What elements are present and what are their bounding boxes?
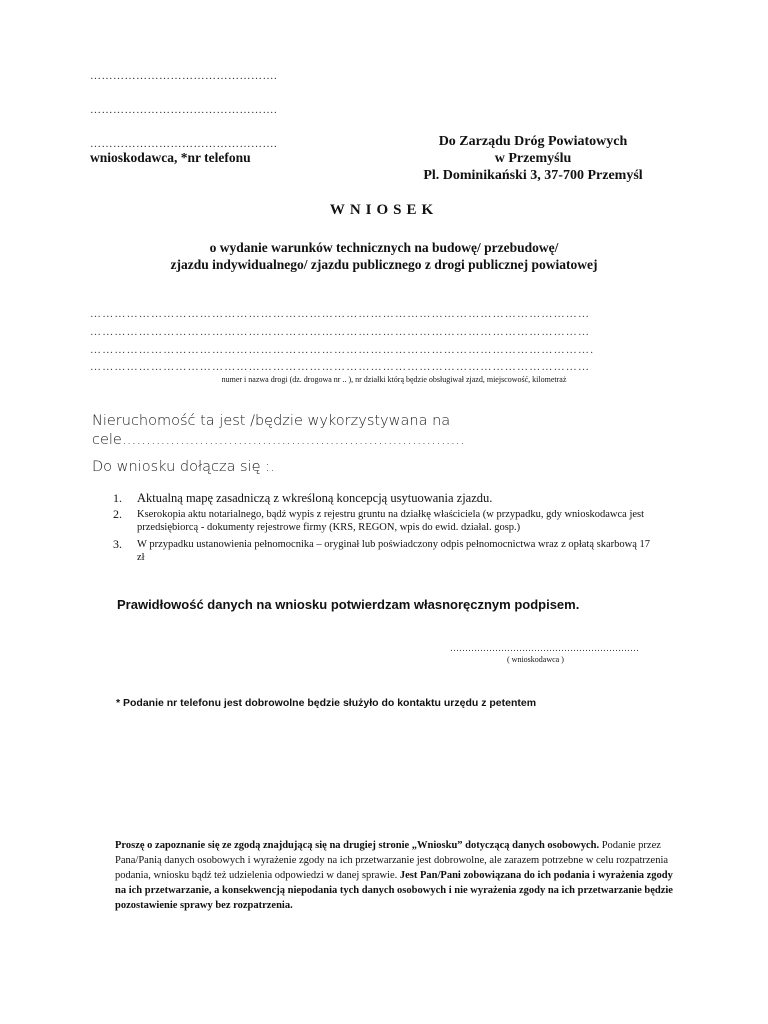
attachment-number-2: 2. bbox=[113, 507, 122, 521]
applicant-dotted-line-1: …………………………………………. bbox=[90, 70, 278, 82]
road-info-dots-4: …………………………………………………………………………………………………………… bbox=[90, 361, 591, 373]
property-line-1: Nieruchomość ta jest /będzie wykorzystywana na bbox=[92, 413, 451, 429]
road-info-dots-2: …………………………………………………………………………………………………………… bbox=[90, 326, 591, 338]
road-info-dots-3: ……………………………………………………………………………………………………………. bbox=[90, 344, 595, 356]
recipient-line-3: Pl. Dominikański 3, 37-700 Przemyśl bbox=[423, 168, 643, 183]
applicant-label: wnioskodawca, *nr telefonu bbox=[90, 150, 251, 165]
road-info-dots-1: …………………………………………………………………………………………………………… bbox=[90, 308, 591, 320]
applicant-dotted-line-2: …………………………………………. bbox=[90, 104, 278, 116]
attachment-item-2: Kserokopia aktu notarialnego, bądź wypis z rejestru gruntu na działkę właściciela (w przypadku, gdy wnioskodawca jest przedsiębiorcą - dokumenty rejestrowe firmy (KRS, REGON, wpis do ewid. działal. gosp.) bbox=[137, 509, 645, 533]
gdpr-notice-bold-2: Jest Pan/Pani zobowiązana do ich podania i wyrażenia zgody na ich przetwarzanie, a konsekwencją niepodania tych danych osobowych i nie wyrażenia zgody na ich przetwarzanie będzie pozostawienie sprawy bez rozpatrzenia. bbox=[115, 870, 673, 911]
applicant-dotted-line-3: …………………………………………. bbox=[90, 138, 278, 150]
subtitle-line-1: o wydanie warunków technicznych na budowę/ przebudowę/ bbox=[209, 240, 559, 255]
attachment-number-1: 1. bbox=[113, 491, 122, 505]
recipient-line-1: Do Zarządu Dróg Powiatowych bbox=[438, 134, 628, 149]
signature-dotted-line: ……………………………………………………… bbox=[450, 643, 639, 653]
road-info-caption: numer i nazwa drogi (dz. drogowa nr .. ), nr działki którą będzie obsługiwał zjazd, miejscowość, kilometraż bbox=[221, 375, 567, 384]
document-title: WNIOSEK bbox=[329, 202, 439, 218]
gdpr-notice bbox=[115, 838, 675, 913]
attachments-heading: Do wniosku dołącza się :. bbox=[92, 459, 275, 475]
signature-label: ( wnioskodawca ) bbox=[507, 655, 564, 664]
gdpr-notice-normal: Podanie przez Pana/Panią danych osobowych i wyrażenie zgody na ich przetwarzanie jest dobrowolne, ale zarazem potrzebne w celu rozpatrzenia podania, wniosku bądź też udzielenia odpowiedzi w danej sprawie. bbox=[115, 840, 669, 881]
property-line-2: cele…………………………………………………………….. bbox=[92, 432, 465, 448]
attachment-item-1: Aktualną mapę zasadniczą z wkreśloną koncepcją usytuowania zjazdu. bbox=[137, 491, 493, 505]
attachment-item-3: W przypadku ustanowienia pełnomocnika – oryginał lub poświadczony odpis pełnomocnictwa wraz z opłatą skarbową 17 zł bbox=[137, 539, 650, 563]
gdpr-notice-bold-1: Proszę o zapoznanie się ze zgodą znajdującą się na drugiej stronie „Wniosku” dotyczącą danych osobowych. bbox=[115, 840, 600, 851]
recipient-line-2: w Przemyślu bbox=[494, 151, 572, 166]
attachment-number-3: 3. bbox=[113, 537, 122, 551]
subtitle-line-2: zjazdu indywidualnego/ zjazdu publicznego z drogi publicznej powiatowej bbox=[170, 257, 598, 272]
confirmation-statement: Prawidłowość danych na wniosku potwierdzam własnoręcznym podpisem. bbox=[117, 597, 580, 612]
phone-footnote: * Podanie nr telefonu jest dobrowolne będzie służyło do kontaktu urzędu z petentem bbox=[116, 697, 537, 709]
